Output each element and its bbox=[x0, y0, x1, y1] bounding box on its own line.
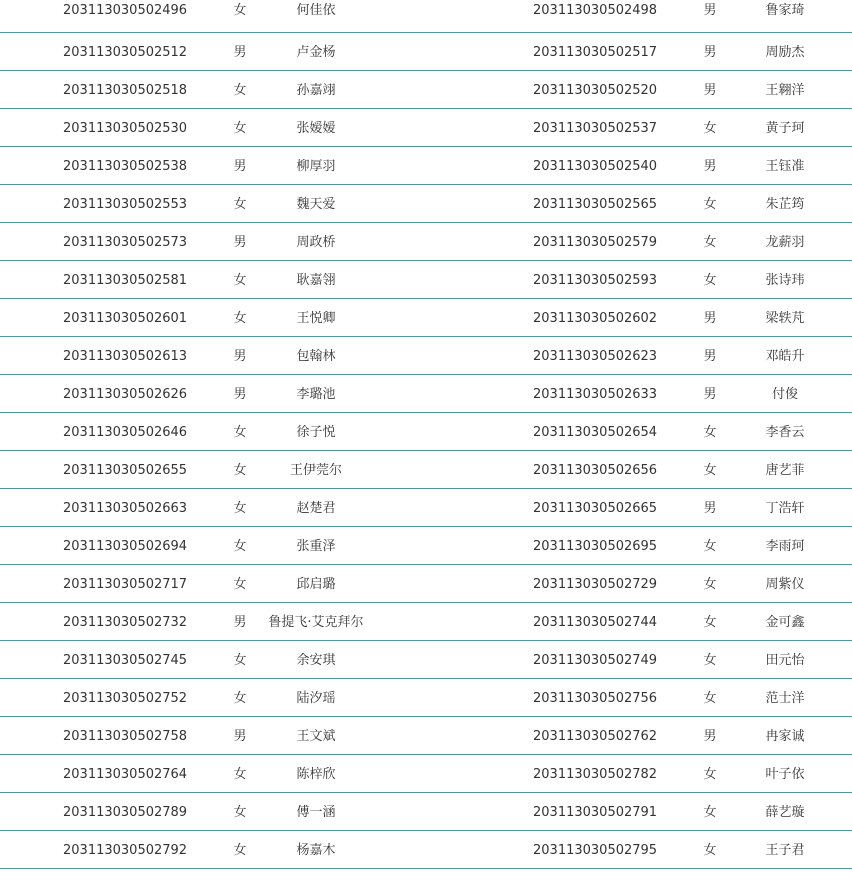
table-row bbox=[0, 71, 852, 109]
table-row bbox=[0, 413, 852, 451]
student-id-left: 203113030502512 bbox=[63, 45, 188, 60]
student-name-left: 李璐池 bbox=[296, 387, 336, 402]
gender-right: 女 bbox=[703, 197, 717, 212]
gender-left: 男 bbox=[233, 159, 247, 174]
gender-left: 女 bbox=[233, 197, 247, 212]
student-name-right: 田元怡 bbox=[765, 653, 805, 668]
student-name-left: 张嫒嫒 bbox=[296, 121, 336, 136]
student-id-right-cell bbox=[533, 223, 657, 260]
student-id-right-cell bbox=[533, 793, 657, 830]
student-name-right: 丁浩轩 bbox=[765, 501, 805, 516]
table-row bbox=[0, 565, 852, 603]
student-id-right-cell bbox=[533, 755, 657, 792]
student-name-right: 梁轶芃 bbox=[765, 311, 805, 326]
student-id-right-cell bbox=[533, 451, 657, 488]
student-name-right: 王翱洋 bbox=[765, 83, 805, 98]
student-name-left: 王伊莞尔 bbox=[289, 463, 343, 478]
student-name-left: 邱启璐 bbox=[296, 577, 336, 592]
student-id-left-cell bbox=[63, 527, 187, 564]
table-row bbox=[0, 0, 852, 33]
gender-left: 女 bbox=[233, 843, 247, 858]
student-id-left-cell bbox=[63, 641, 187, 678]
table-row bbox=[0, 261, 852, 299]
student-id-right: 203113030502537 bbox=[533, 121, 658, 136]
student-id-right-cell bbox=[533, 71, 657, 108]
gender-right: 男 bbox=[703, 3, 717, 18]
student-name-right: 王钰准 bbox=[765, 159, 805, 174]
student-name-left: 傅一涵 bbox=[296, 805, 336, 820]
student-id-left-cell bbox=[63, 489, 187, 526]
student-id-left: 203113030502745 bbox=[63, 653, 188, 668]
student-id-left: 203113030502752 bbox=[63, 691, 188, 706]
student-name-right: 冉家诚 bbox=[765, 729, 805, 744]
student-name-left: 孙嘉翊 bbox=[296, 83, 336, 98]
table-row bbox=[0, 109, 852, 147]
student-id-left: 203113030502538 bbox=[63, 159, 188, 174]
student-name-left: 张重泽 bbox=[296, 539, 336, 554]
student-id-right-cell bbox=[533, 299, 657, 336]
student-id-right-cell bbox=[533, 527, 657, 564]
student-id-right: 203113030502602 bbox=[533, 311, 658, 326]
gender-right: 女 bbox=[703, 615, 717, 630]
student-name-right: 薛艺璇 bbox=[765, 805, 805, 820]
student-id-right: 203113030502656 bbox=[533, 463, 658, 478]
gender-left: 女 bbox=[233, 577, 247, 592]
gender-right: 女 bbox=[703, 805, 717, 820]
gender-right: 男 bbox=[703, 501, 717, 516]
student-name-right: 周紫仪 bbox=[765, 577, 805, 592]
table-row bbox=[0, 755, 852, 793]
student-id-right: 203113030502654 bbox=[533, 425, 658, 440]
student-name-left: 鲁提飞·艾克拜尔 bbox=[268, 615, 364, 630]
gender-right: 女 bbox=[703, 577, 717, 592]
table-row bbox=[0, 33, 852, 71]
student-id-left: 203113030502581 bbox=[63, 273, 188, 288]
gender-left: 女 bbox=[233, 805, 247, 820]
gender-left: 男 bbox=[233, 235, 247, 250]
student-id-right: 203113030502565 bbox=[533, 197, 658, 212]
student-id-left: 203113030502646 bbox=[63, 425, 188, 440]
gender-left: 男 bbox=[233, 729, 247, 744]
gender-left: 男 bbox=[233, 387, 247, 402]
gender-right: 女 bbox=[703, 273, 717, 288]
gender-right: 女 bbox=[703, 539, 717, 554]
gender-right: 女 bbox=[703, 121, 717, 136]
student-id-left-cell bbox=[63, 451, 187, 488]
student-id-left: 203113030502601 bbox=[63, 311, 188, 326]
table-row bbox=[0, 527, 852, 565]
student-id-right-cell bbox=[533, 375, 657, 412]
student-id-left: 203113030502626 bbox=[63, 387, 188, 402]
student-id-right: 203113030502762 bbox=[533, 729, 658, 744]
student-name-right: 鲁家琦 bbox=[765, 3, 805, 18]
student-id-left: 203113030502764 bbox=[63, 767, 188, 782]
student-name-right: 叶子依 bbox=[765, 767, 805, 782]
table-row bbox=[0, 793, 852, 831]
gender-left: 女 bbox=[233, 691, 247, 706]
student-id-right: 203113030502540 bbox=[533, 159, 658, 174]
student-id-left-cell bbox=[63, 299, 187, 336]
gender-right: 男 bbox=[703, 349, 717, 364]
gender-left: 女 bbox=[233, 463, 247, 478]
table-row bbox=[0, 375, 852, 413]
student-id-right: 203113030502695 bbox=[533, 539, 658, 554]
student-id-left: 203113030502553 bbox=[63, 197, 188, 212]
gender-right: 女 bbox=[703, 425, 717, 440]
student-name-right: 付俊 bbox=[771, 387, 799, 402]
gender-right: 男 bbox=[703, 387, 717, 402]
student-name-left: 包翰林 bbox=[296, 349, 336, 364]
student-id-right-cell bbox=[533, 641, 657, 678]
student-name-right: 王子君 bbox=[765, 843, 805, 858]
gender-left: 女 bbox=[233, 425, 247, 440]
student-id-left: 203113030502758 bbox=[63, 729, 188, 744]
student-id-right: 203113030502665 bbox=[533, 501, 658, 516]
gender-left: 女 bbox=[233, 273, 247, 288]
student-id-left-cell bbox=[63, 33, 187, 70]
student-id-left: 203113030502732 bbox=[63, 615, 188, 630]
student-name-left: 卢金杨 bbox=[296, 45, 336, 60]
gender-right: 男 bbox=[703, 45, 717, 60]
student-id-right-cell bbox=[533, 565, 657, 602]
student-id-left-cell bbox=[63, 71, 187, 108]
gender-right: 男 bbox=[703, 311, 717, 326]
student-id-right-cell bbox=[533, 831, 657, 868]
table-row bbox=[0, 831, 852, 869]
gender-right: 女 bbox=[703, 463, 717, 478]
table-row bbox=[0, 641, 852, 679]
student-id-right: 203113030502791 bbox=[533, 805, 658, 820]
table-row bbox=[0, 489, 852, 527]
student-id-left: 203113030502655 bbox=[63, 463, 188, 478]
table-row bbox=[0, 223, 852, 261]
student-id-right: 203113030502744 bbox=[533, 615, 658, 630]
student-id-left-cell bbox=[63, 831, 187, 868]
student-name-right: 范士洋 bbox=[765, 691, 805, 706]
gender-left: 女 bbox=[233, 653, 247, 668]
student-id-right-cell bbox=[533, 489, 657, 526]
student-id-right-cell bbox=[533, 0, 657, 22]
student-id-right-cell bbox=[533, 109, 657, 146]
table-row bbox=[0, 147, 852, 185]
student-id-right: 203113030502520 bbox=[533, 83, 658, 98]
gender-left: 女 bbox=[233, 83, 247, 98]
student-id-left: 203113030502789 bbox=[63, 805, 188, 820]
gender-right: 女 bbox=[703, 767, 717, 782]
table-row bbox=[0, 299, 852, 337]
gender-right: 女 bbox=[703, 843, 717, 858]
student-id-right-cell bbox=[533, 185, 657, 222]
student-name-right: 金可鑫 bbox=[765, 615, 805, 630]
gender-left: 女 bbox=[233, 767, 247, 782]
gender-left: 女 bbox=[233, 539, 247, 554]
gender-left: 女 bbox=[233, 3, 247, 18]
student-id-right: 203113030502517 bbox=[533, 45, 658, 60]
student-id-left-cell bbox=[63, 603, 187, 640]
table-row bbox=[0, 451, 852, 489]
gender-left: 女 bbox=[233, 121, 247, 136]
student-id-left: 203113030502496 bbox=[63, 3, 188, 18]
gender-left: 男 bbox=[233, 349, 247, 364]
gender-left: 男 bbox=[233, 45, 247, 60]
student-id-left: 203113030502613 bbox=[63, 349, 188, 364]
gender-right: 男 bbox=[703, 83, 717, 98]
student-id-right: 203113030502498 bbox=[533, 3, 658, 18]
student-id-right: 203113030502756 bbox=[533, 691, 658, 706]
student-id-left-cell bbox=[63, 565, 187, 602]
student-id-left-cell bbox=[63, 223, 187, 260]
student-id-right: 203113030502782 bbox=[533, 767, 658, 782]
student-name-left: 何佳依 bbox=[296, 3, 336, 18]
student-id-right-cell bbox=[533, 603, 657, 640]
gender-right: 女 bbox=[703, 235, 717, 250]
gender-left: 女 bbox=[233, 501, 247, 516]
student-id-right-cell bbox=[533, 147, 657, 184]
student-id-right: 203113030502795 bbox=[533, 843, 658, 858]
student-id-left-cell bbox=[63, 0, 187, 22]
student-id-left: 203113030502663 bbox=[63, 501, 188, 516]
student-id-left-cell bbox=[63, 185, 187, 222]
student-id-left: 203113030502694 bbox=[63, 539, 188, 554]
student-id-right-cell bbox=[533, 679, 657, 716]
gender-left: 男 bbox=[233, 615, 247, 630]
student-id-right-cell bbox=[533, 33, 657, 70]
student-id-left-cell bbox=[63, 109, 187, 146]
gender-right: 女 bbox=[703, 691, 717, 706]
student-name-left: 徐子悦 bbox=[296, 425, 336, 440]
student-name-left: 赵楚君 bbox=[296, 501, 336, 516]
student-id-left-cell bbox=[63, 793, 187, 830]
student-name-right: 黄子珂 bbox=[765, 121, 805, 136]
student-name-right: 李雨珂 bbox=[765, 539, 805, 554]
student-name-left: 杨嘉木 bbox=[296, 843, 336, 858]
student-name-right: 李香云 bbox=[765, 425, 805, 440]
student-id-right: 203113030502623 bbox=[533, 349, 658, 364]
student-id-left-cell bbox=[63, 679, 187, 716]
student-id-left-cell bbox=[63, 375, 187, 412]
gender-right: 女 bbox=[703, 653, 717, 668]
table-row bbox=[0, 717, 852, 755]
student-name-right: 张诗玮 bbox=[765, 273, 805, 288]
student-name-left: 陆汐瑶 bbox=[296, 691, 336, 706]
student-name-right: 邓皓升 bbox=[765, 349, 805, 364]
student-name-left: 柳厚羽 bbox=[296, 159, 336, 174]
student-name-right: 周励杰 bbox=[765, 45, 805, 60]
student-id-right-cell bbox=[533, 413, 657, 450]
student-id-left: 203113030502792 bbox=[63, 843, 188, 858]
student-id-right-cell bbox=[533, 717, 657, 754]
student-id-left-cell bbox=[63, 147, 187, 184]
student-id-left: 203113030502573 bbox=[63, 235, 188, 250]
student-id-left-cell bbox=[63, 337, 187, 374]
student-name-left: 魏天爱 bbox=[296, 197, 336, 212]
student-name-left: 王文斌 bbox=[296, 729, 336, 744]
student-id-left-cell bbox=[63, 413, 187, 450]
student-id-left: 203113030502530 bbox=[63, 121, 188, 136]
student-name-right: 朱芷筠 bbox=[765, 197, 805, 212]
student-id-left: 203113030502717 bbox=[63, 577, 188, 592]
student-id-right: 203113030502633 bbox=[533, 387, 658, 402]
student-name-right: 龙薪羽 bbox=[765, 235, 805, 250]
student-name-left: 耿嘉翎 bbox=[296, 273, 336, 288]
student-id-right: 203113030502749 bbox=[533, 653, 658, 668]
student-id-right: 203113030502729 bbox=[533, 577, 658, 592]
student-id-right-cell bbox=[533, 261, 657, 298]
student-name-left: 王悦卿 bbox=[296, 311, 336, 326]
student-id-left-cell bbox=[63, 755, 187, 792]
student-id-right-cell bbox=[533, 337, 657, 374]
table-row bbox=[0, 603, 852, 641]
gender-right: 男 bbox=[703, 159, 717, 174]
student-name-left: 陈梓欣 bbox=[296, 767, 336, 782]
table-row bbox=[0, 337, 852, 375]
student-id-left-cell bbox=[63, 261, 187, 298]
gender-right: 男 bbox=[703, 729, 717, 744]
student-id-left-cell bbox=[63, 717, 187, 754]
student-name-right: 唐艺菲 bbox=[765, 463, 805, 478]
student-id-left: 203113030502518 bbox=[63, 83, 188, 98]
student-name-left: 周政桥 bbox=[296, 235, 336, 250]
student-name-left: 余安琪 bbox=[296, 653, 336, 668]
gender-left: 女 bbox=[233, 311, 247, 326]
student-id-right: 203113030502593 bbox=[533, 273, 658, 288]
table-row bbox=[0, 185, 852, 223]
table-row bbox=[0, 679, 852, 717]
student-id-right: 203113030502579 bbox=[533, 235, 658, 250]
